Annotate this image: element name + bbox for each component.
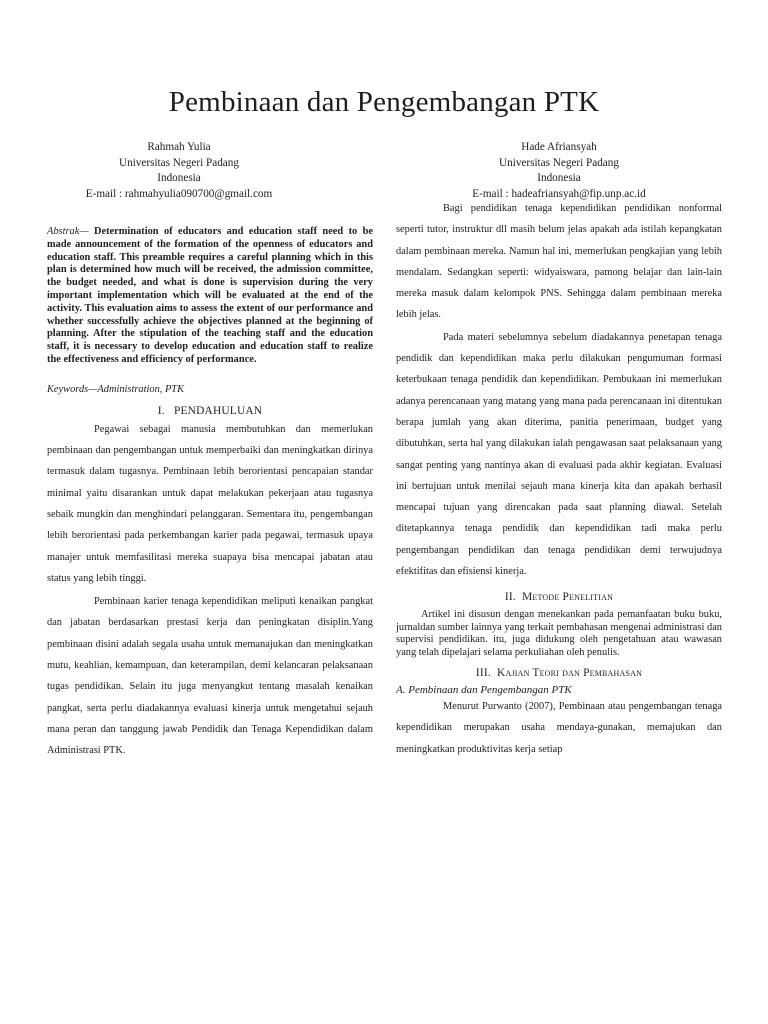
author-name: Hade Afriansyah — [521, 141, 597, 153]
author-email: E-mail : rahmahyulia090700@gmail.com — [85, 187, 273, 200]
body-paragraph: Artikel ini disusun dengan menekankan pada pemanfaatan buku buku, jurnaldan sumber lainnya yang terkait pembahasan mengenai administrasi dan supervisi pendidikan. itu, juga didukung oleh pengetahuan atau wawasan yang telah dipelajari selama perkuliahan oleh penulis. — [396, 609, 722, 658]
section-heading-1 — [47, 405, 373, 417]
body-paragraph: Menurut Purwanto (2007), Pembinaan atau pengembangan tenaga kependidikan merupakan usaha mendaya-gunakan, memajukan dan meningkatkan produktivitas kerja setiap — [396, 700, 722, 755]
author-country: Indonesia — [537, 172, 581, 184]
section-number: III. — [475, 666, 491, 679]
subsection-heading: A. Pembinaan dan Pengembangan PTK — [396, 683, 572, 696]
section-number: II. — [504, 591, 516, 604]
section-title: PENDAHULUAN — [173, 404, 263, 417]
section-number: I. — [157, 404, 165, 417]
body-paragraph: Pembinaan karier tenaga kependidikan meliputi kenaikan pangkat dan jabatan berdasarkan prestasi kerja dan peningkatan disiplin.Yang pembinaan disini adalah segala usaha untuk memanajukan dan meningkatkan mutu, keahlian, kemampuan, dan keterampilan, demi kelancaran pelaksanaan tugas pendidikan. Selain itu juga menyangkut tentang masalah kenaikan pangkat, serta perlu diadakannya evaluasi kinerja untuk mengetahui sejauh mana peran dan tanggung jawab Pendidik dan Tenaga Kependidikan dalam Administrasi PTK. — [47, 596, 373, 757]
author-name: Rahmah Yulia — [147, 141, 211, 153]
abstract — [47, 226, 373, 367]
author-block-2 — [394, 140, 724, 202]
paper-title: Pembinaan dan Pengembangan PTK — [168, 86, 600, 118]
author-affiliation: Universitas Negeri Padang — [119, 156, 239, 169]
right-column — [396, 198, 722, 760]
body-paragraph: Pegawai sebagai manusia membutuhkan dan memerlukan pembinaan dan pengembangan untuk memperbaiki dan meningkatkan dirinya termasuk dalam tugasnya. Pembinaan lebih berorientasi pencapaian standar minimal yaitu disarankan untuk dapat melakukan pekerjaan atau tugasnya sebaik mungkin dan menghindari pelanggaran. Sementara itu, pengembangan lebih berorientasi pada perkembangan karier pada pegawai, termasuk upaya manajer untuk memfasilitasi mereka suapaya bisa mencapai jabatan atau status yang lebih tinggi. — [47, 423, 373, 584]
section-heading-2 — [396, 591, 722, 603]
author-email: E-mail : hadeafriansyah@fip.unp.ac.id — [472, 187, 646, 200]
abstract-lead: Abstrak— — [47, 226, 89, 237]
author-country: Indonesia — [157, 172, 201, 184]
body-paragraph: Pada materi sebelumnya sebelum diadakannya penetapan tenaga pendidik dan kependidikan maka perlu dilakukan pengumuman formasi keterbukaan tenaga pendidik dan kependidikan. Pembukaan ini memerlukan adanya perencanaan yang matang yang mana pada perencanaan ini ditentukan berapa jumlah yang akan diterima, panitia penerimaan, budget yang dibutuhkan, serta hal yang dilakukan ialah pengawasan saat pelaksanaan yang sangat penting yang nantinya akan di evaluasi pada akhir kegiatan. Evaluasi ini bertujuan untuk menilai sejauh mana kinerja kita dan apakah berhasil mencapai tujuan yang direncakan pada saat planning diawal. Setelah ditetapkannya tenaga pendidik dan kependidikan tadi maka perlu pengembangan pendidikan dan tenaga pendidikan demi terwujudnya efektifitas dan efisiensi kinerja. — [396, 331, 722, 578]
author-block-1 — [14, 140, 344, 202]
author-affiliation: Universitas Negeri Padang — [499, 156, 619, 169]
section-heading-3 — [396, 667, 722, 679]
section-title: Metode Penelitian — [522, 591, 614, 604]
keywords: Keywords—Administration, PTK — [47, 383, 185, 395]
body-paragraph: Bagi pendidikan tenaga kependidikan pendidikan nonformal seperti tutor, instruktur dll masih belum jelas apakah ada istilah kepangkatan dalam pembinaan mereka. Namun hal ini, memerlukan pengkajian yang lebih mendalam. Sedangkan seperti: widyaiswara, pamong belajar dan lain-lain mereka masuk dalam kelompok PNS. Sehingga dalam pembinaan mereka lebih jelas. — [396, 203, 722, 321]
left-column — [47, 226, 373, 762]
section-title: Kajian Teori dan Pembahasan — [497, 666, 643, 679]
abstract-text: Determination of educators and education staff need to be made announcement of the formation of the openness of educators and education staff. This preamble requires a careful planning which in this plan is determined how much will be received, the admission committee, the budget needed, and what is done is supervision during the very important implementation which will be evaluated at the end of the activity. This evaluation aims to assess the extent of our performance and whether successfully achieve the objectives planned at the beginning of planning. After the stipulation of the teaching staff and the education staff, it is necessary to develop education and education staff to realize the effectiveness and efficiency of performance. — [47, 226, 373, 365]
